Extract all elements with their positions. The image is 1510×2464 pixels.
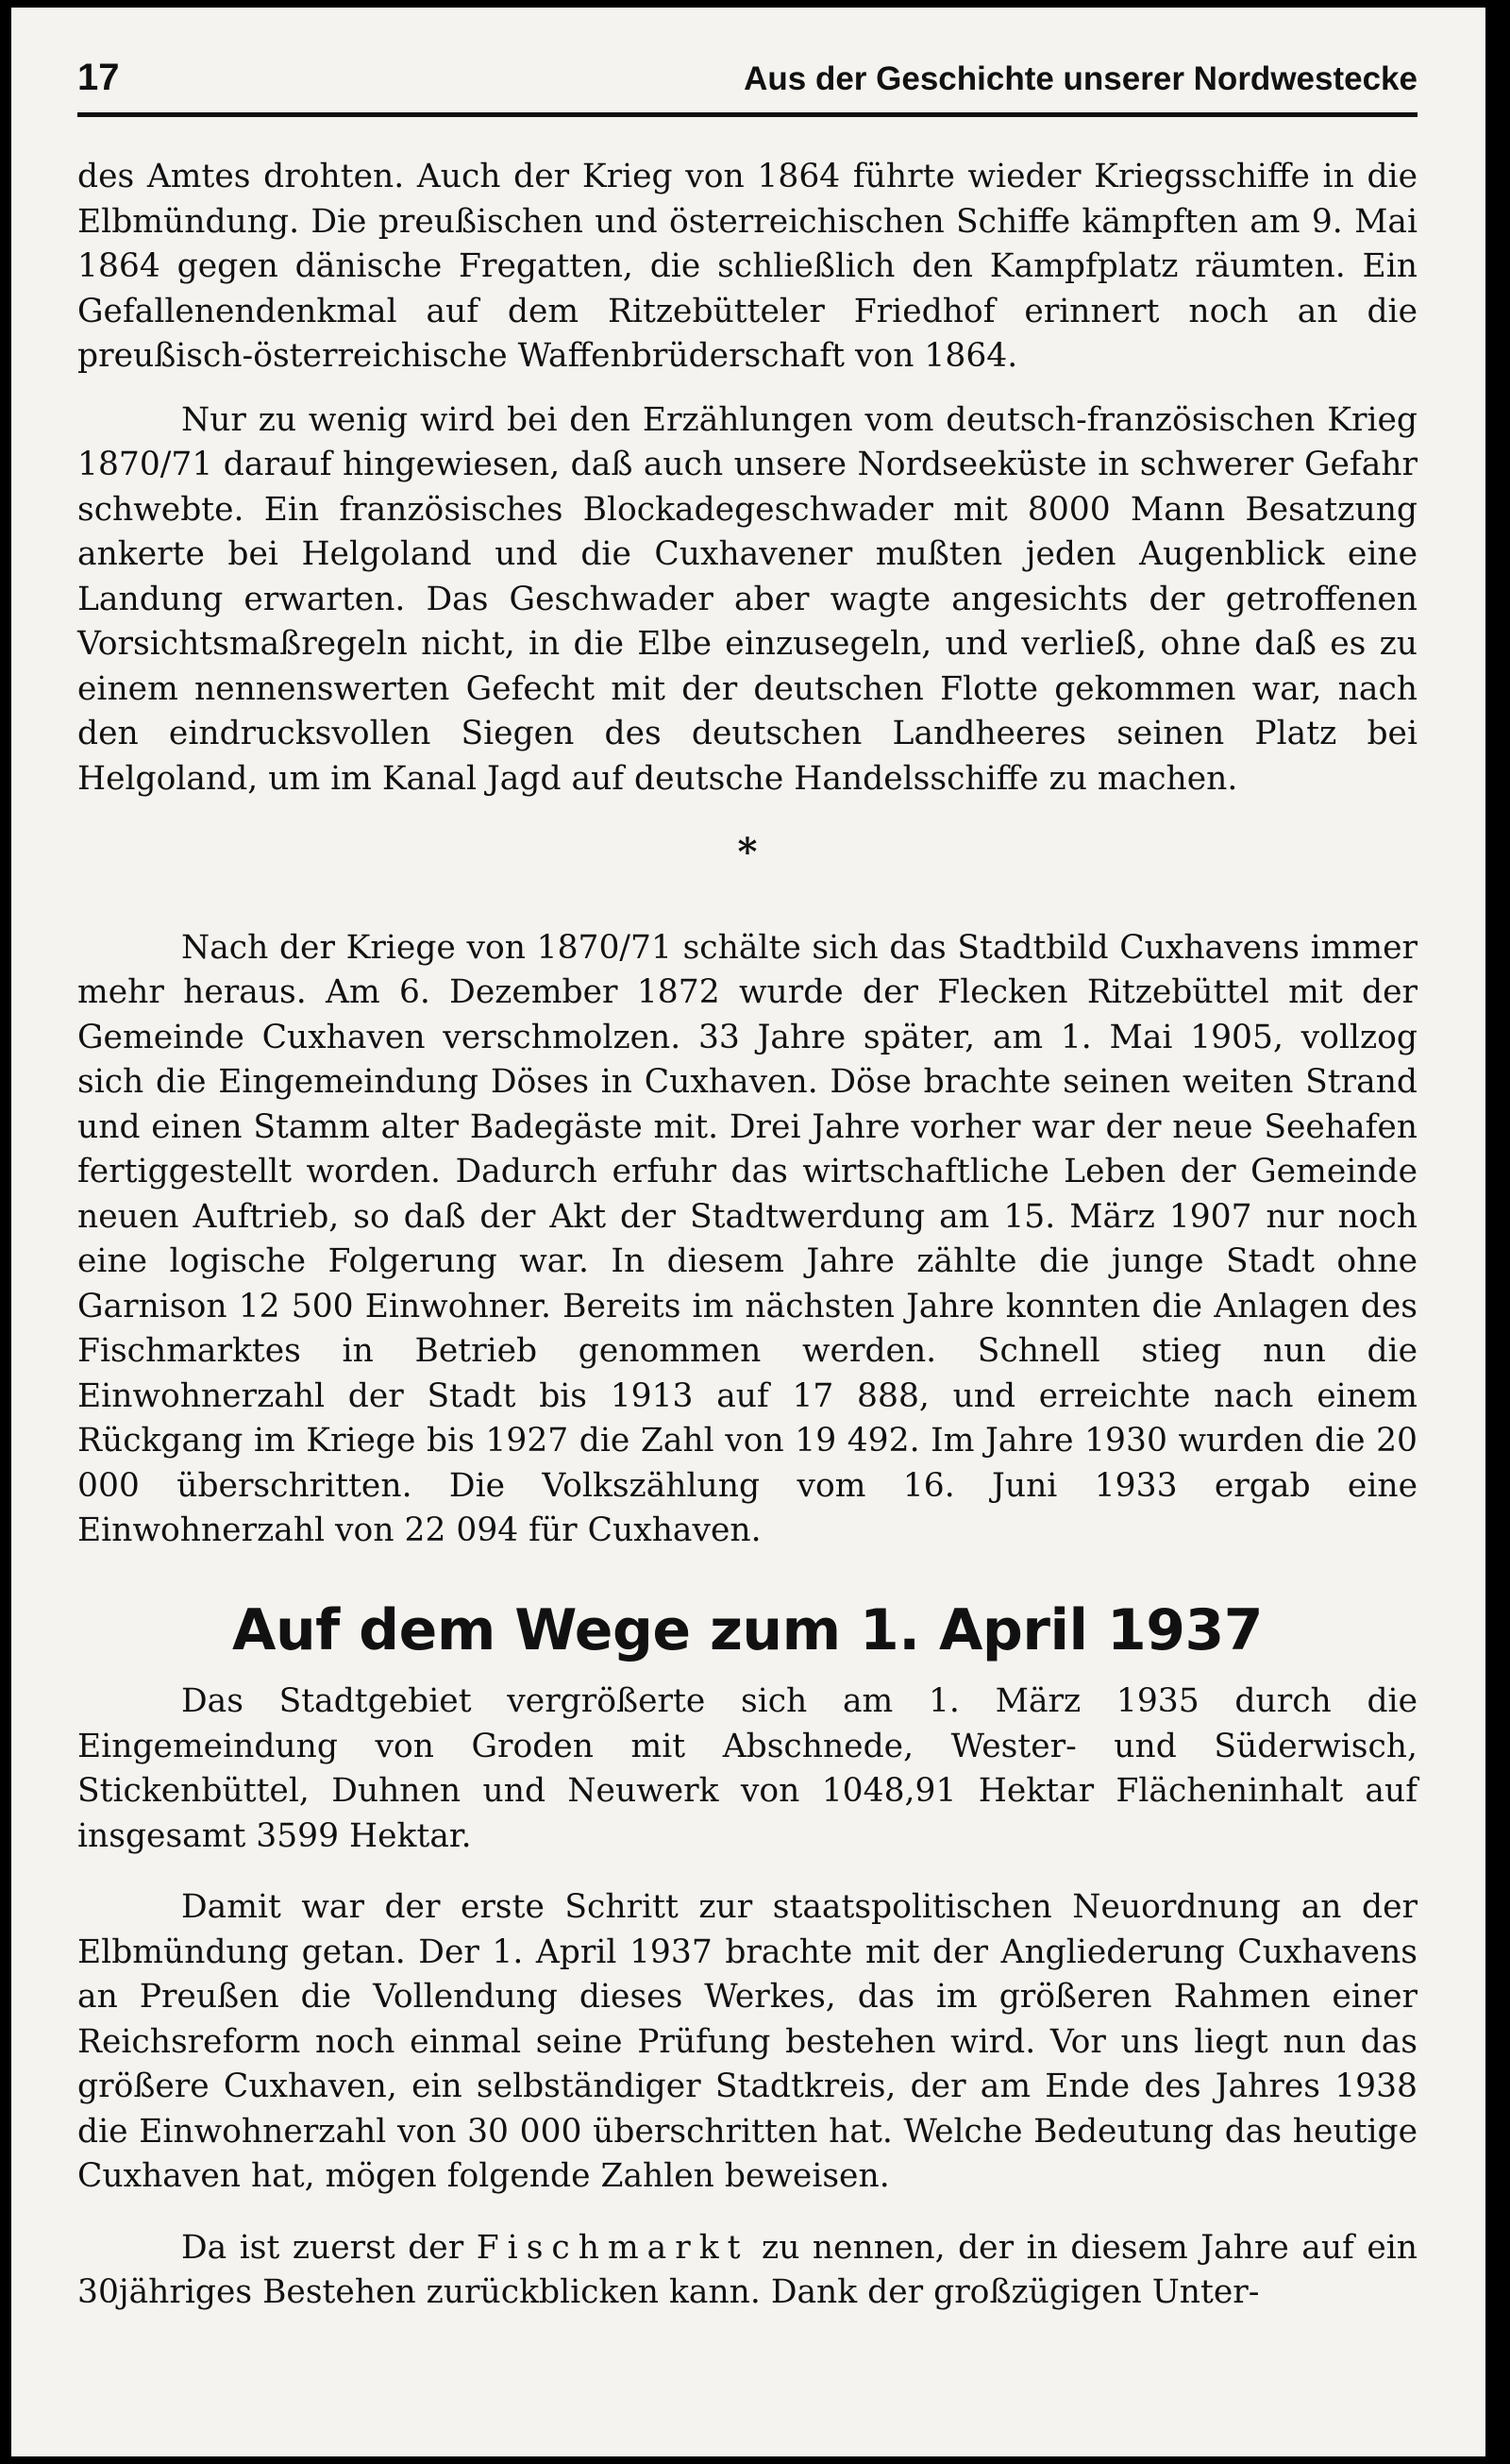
paragraph: des Amtes drohten. Auch der Krieg von 1864 führte wieder Kriegsschiffe in die Elbmündung. Die preußischen und österreichischen Schiffe kämpften am 9. Mai 1864 gegen dänische Fregatten, die schließlich den Kampfplatz räumten. Ein Gefallenendenkmal auf dem Ritzebütteler Friedhof erinnert noch an die preußisch-österreichische Waffenbrüderschaft von 1864.	[77, 158, 1418, 375]
page	[11, 8, 1485, 2456]
running-title: Aus der Geschichte unserer Nordwestecke	[744, 60, 1418, 97]
paragraph: Damit war der erste Schritt zur staatspolitischen Neuordnung an der Elbmündung getan. Der 1. April 1937 brachte mit der Angliederung Cuxhavens an Preußen die Vollendung dieses Werkes, das im größeren Rahmen einer Reichsreform noch einmal seine Prüfung bestehen wird. Vor uns liegt nun das größere Cuxhaven, ein selbständiger Stadtkreis, der am Ende des Jahres 1938 die Einwohnerzahl von 30 000 überschritten hat. Welche Bedeutung das heutige Cuxhaven hat, mögen folgende Zahlen beweisen.	[77, 1888, 1418, 2195]
page-body	[77, 155, 1418, 2316]
paragraph-text: Da ist zuerst der	[181, 2228, 464, 2267]
paragraph: Nach der Kriege von 1870/71 schälte sich das Stadtbild Cuxhavens immer mehr heraus. Am 6. Dezember 1872 wurde der Flecken Ritzebüttel mit der Gemeinde Cuxhaven verschmolzen. 33 Jahre später, am 1. Mai 1905, vollzog sich die Eingemeindung Döses in Cuxhaven. Döse brachte seinen weiten Strand und einen Stamm alter Badegäste mit. Drei Jahre vorher war der neue Seehafen fertiggestellt worden. Dadurch erfuhr das wirtschaftliche Leben der Gemeinde neuen Auftrieb, so daß der Akt der Stadtwerdung am 15. März 1907 nur noch eine logische Folgerung war. In diesem Jahre zählte die junge Stadt ohne Garnison 12 500 Einwohner. Bereits im nächsten Jahre konnten die Anlagen des Fischmarktes in Betrieb genommen werden. Schnell stieg nun die Einwohnerzahl der Stadt bis 1913 auf 17 888, und erreichte nach einem Rückgang im Kriege bis 1927 die Zahl von 19 492. Im Jahre 1930 wurden die 20 000 überschritten. Die Volkszählung vom 16. Juni 1933 ergab eine Einwohnerzahl von 22 094 für Cuxhaven.	[77, 928, 1418, 1549]
paragraph-text: zu nennen, der in diesem Jahre auf ein 30jähriges Bestehen zurückblicken kann. Dank der großzügigen Unter-	[77, 2228, 1418, 2311]
page-number: 17	[77, 57, 120, 98]
emphasized-term: Fischmarkt	[476, 2228, 749, 2267]
running-header	[77, 57, 1418, 117]
section-separator: *	[737, 830, 758, 874]
section-heading: Auf dem Wege zum 1. April 1937	[232, 1596, 1263, 1663]
paragraph: Das Stadtgebiet vergrößerte sich am 1. März 1935 durch die Eingemeindung von Groden mit Abschnede, Wester- und Süderwisch, Stickenbüttel, Duhnen und Neuwerk von 1048,91 Hektar Flächeninhalt auf insgesamt 3599 Hektar.	[77, 1682, 1418, 1855]
paragraph: Nur zu wenig wird bei den Erzählungen vom deutsch-französischen Krieg 1870/71 darauf hingewiesen, daß auch unsere Nordseeküste in schwerer Gefahr schwebte. Ein französisches Blockadegeschwader mit 8000 Mann Besatzung ankerte bei Helgoland und die Cuxhavener mußten jeden Augenblick eine Landung erwarten. Das Geschwader aber wagte angesichts der getroffenen Vorsichtsmaßregeln nicht, in die Elbe einzusegeln, und verließ, ohne daß es zu einem nennenswerten Gefecht mit der deutschen Flotte gekommen war, nach den eindrucksvollen Siegen des deutschen Landheeres seinen Platz bei Helgoland, um im Kanal Jagd auf deutsche Handelsschiffe zu machen.	[77, 400, 1418, 798]
paragraph	[77, 2226, 1418, 2316]
